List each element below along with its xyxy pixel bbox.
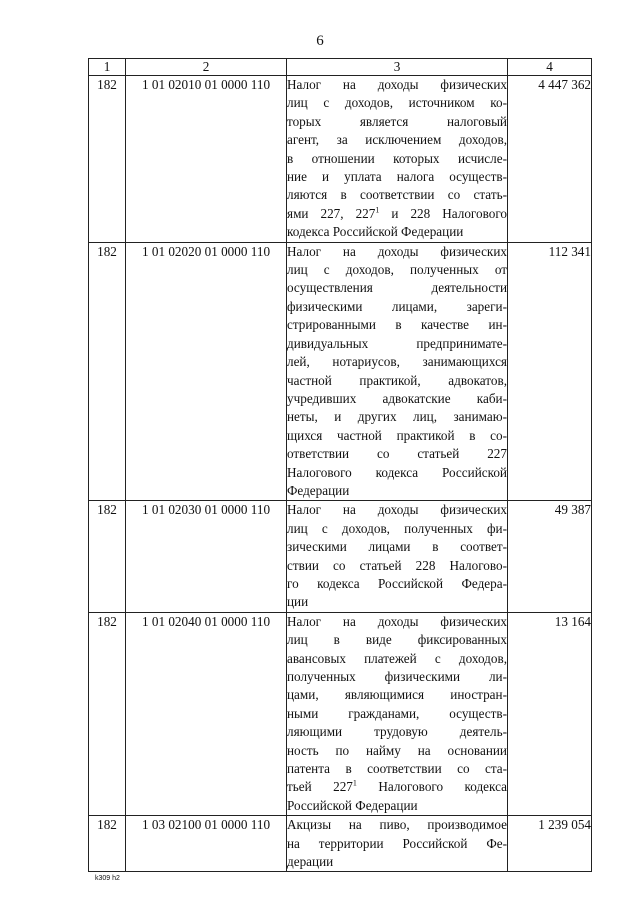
budget-classification-code-cell: 1 01 02040 01 0000 110 (126, 612, 287, 815)
description-line: Налог на доходы физических (287, 613, 507, 629)
administrator-code-cell: 182 (89, 242, 126, 501)
administrator-code-cell: 182 (89, 76, 126, 243)
revenue-name-cell (287, 501, 508, 612)
amount-cell: 4 447 362 (508, 76, 592, 243)
description-line: Налогового кодекса Российской (287, 464, 507, 480)
description-line: лиц в виде фиксированных (287, 632, 507, 648)
table-row (89, 242, 592, 501)
budget-classification-code-cell: 1 03 02100 01 0000 110 (126, 816, 287, 872)
description-line: учредивших адвокатские каби- (287, 390, 507, 406)
description-line: лиц с доходов, полученных фи- (287, 520, 507, 536)
table-row (89, 76, 592, 243)
column-header-1: 1 (89, 59, 126, 76)
page-number: 6 (316, 33, 324, 49)
description-line: щихся частной практикой в со- (287, 427, 507, 443)
description-line: ность по найму на основании (287, 742, 507, 758)
description-line: лиц с доходов, источником ко- (287, 95, 507, 111)
description-line: Российской Федерации (287, 797, 418, 813)
description-line: ции (287, 594, 309, 610)
table-row (89, 501, 592, 612)
table-row (89, 816, 592, 872)
description-line: Федерации (287, 482, 350, 498)
budget-classification-code-cell: 1 01 02030 01 0000 110 (126, 501, 287, 612)
revenue-name-cell (287, 76, 508, 243)
administrator-code-cell: 182 (89, 501, 126, 612)
revenue-name-cell (287, 612, 508, 815)
column-header-3: 3 (287, 59, 508, 76)
description-line: ние и уплата налога осуществ- (287, 169, 507, 185)
table-row (89, 612, 592, 815)
description-line: торых является налоговый (287, 113, 507, 129)
description-line: го кодекса Российской Федера- (287, 575, 507, 591)
budget-classification-code-cell: 1 01 02020 01 0000 110 (126, 242, 287, 501)
description-line: авансовых платежей с доходов, (287, 650, 507, 666)
budget-classification-code-cell: 1 01 02010 01 0000 110 (126, 76, 287, 243)
administrator-code-cell: 182 (89, 816, 126, 872)
amount-cell: 112 341 (508, 242, 592, 501)
description-line: в отношении которых исчисле- (287, 150, 507, 166)
description-line: кодекса Российской Федерации (287, 224, 464, 240)
description-line: ответствии со статьей 227 (287, 446, 507, 462)
administrator-code-cell: 182 (89, 612, 126, 815)
description-line: Акцизы на пиво, производимое (287, 817, 507, 833)
column-header-4: 4 (508, 59, 592, 76)
description-line: стрированными в качестве ин- (287, 317, 507, 333)
revenue-name-cell (287, 816, 508, 872)
description-line: агент, за исключением доходов, (287, 132, 507, 148)
table-header-row (89, 59, 592, 76)
description-line: патента в соответствии со ста- (287, 761, 507, 777)
amount-cell: 49 387 (508, 501, 592, 612)
description-line: неты, и других лиц, занимаю- (287, 409, 507, 425)
description-line: физическими лицами, зареги- (287, 298, 507, 314)
footer-code: k309 h2 (95, 875, 120, 882)
description-line: тьей $227^1$ Налогового кодекса (287, 779, 507, 795)
description-line: зическими лицами в соответ- (287, 539, 507, 555)
description-line: Налог на доходы физических (287, 243, 507, 259)
description-line: ствии со статьей 228 Налогово- (287, 557, 507, 573)
description-line: лиц с доходов, полученных от (287, 262, 507, 278)
description-line: Налог на доходы физических (287, 77, 507, 92)
revenue-name-cell (287, 242, 508, 501)
description-line: ляющими трудовую деятель- (287, 724, 507, 740)
description-line: частной практикой, адвокатов, (287, 372, 507, 388)
description-line: дивидуальных предпринимате- (287, 335, 507, 351)
description-line: полученных физическими ли- (287, 669, 507, 684)
description-line: лей, нотариусов, занимающихся (287, 354, 507, 370)
column-header-2: 2 (126, 59, 287, 76)
description-line: ными гражданами, осуществ- (287, 705, 507, 721)
amount-cell: 13 164 (508, 612, 592, 815)
description-line: Налог на доходы физических (287, 502, 507, 518)
amount-cell: 1 239 054 (508, 816, 592, 872)
description-line: осуществления деятельности (287, 280, 507, 296)
revenue-table (88, 58, 592, 872)
description-line: цами, являющимися иностран- (287, 687, 507, 703)
description-line: на территории Российской Фе- (287, 835, 507, 851)
description-line: ями 227, $227^1$ и 228 Налогового (287, 205, 507, 221)
description-line: дерации (287, 854, 334, 870)
description-line: ляются в соответствии со стать- (287, 187, 507, 203)
